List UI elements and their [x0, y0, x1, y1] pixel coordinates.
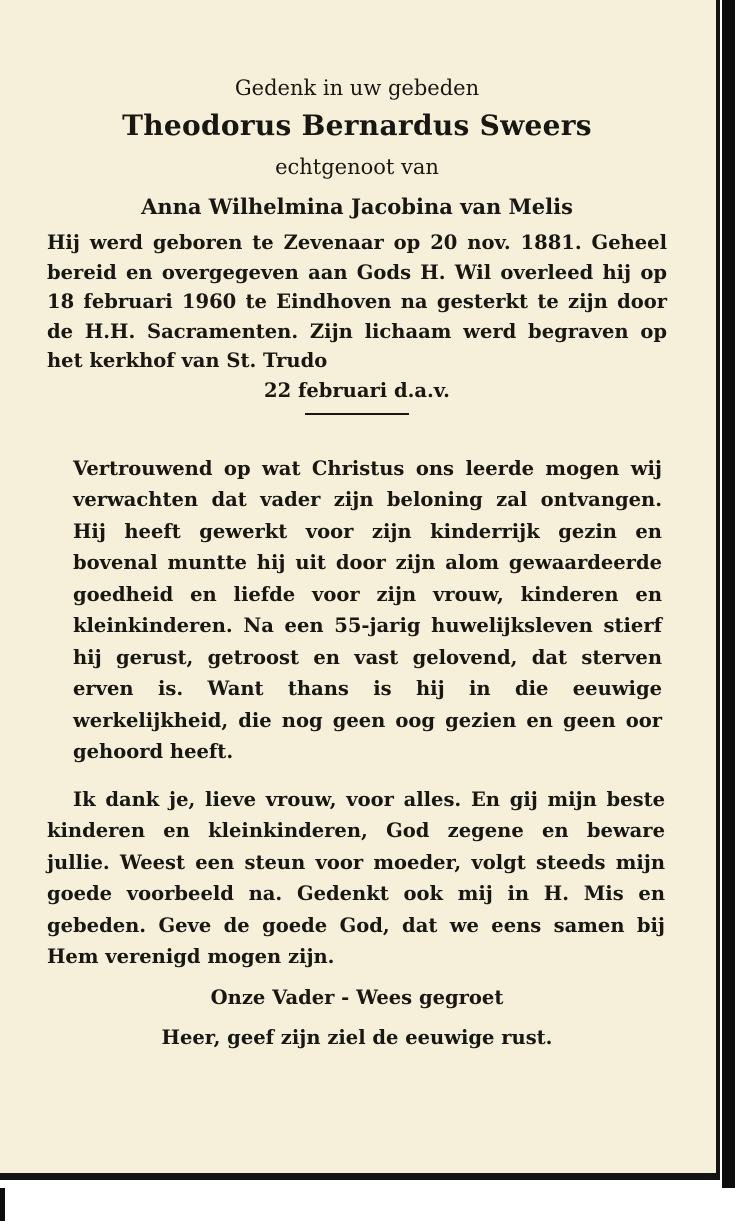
- intro-line: Gedenk in uw gebeden: [234, 76, 480, 100]
- prayer-line: Onze Vader - Wees gegroet: [210, 985, 504, 1009]
- spouse-name: Anna Wilhelmina Jacobina van Melis: [141, 194, 573, 219]
- scan-edge-right: [722, 0, 735, 1188]
- paragraph-farewell: Ik dank je, lieve vrouw, voor alles. En gij mijn beste kinderen en kleinkinderen, God zegene en beware jullie. Weest een steun voor moeder, volgt steeds mijn goede voorbeeld na. Gedenkt ook mij in H. Mis en gebeden. Geve de goede God, dat we eens samen bij Hem verenigd mogen zijn.: [47, 787, 665, 968]
- scan-edge-bottom-left: [0, 1188, 5, 1221]
- biography: Hij werd geboren te Zevenaar op 20 nov. 1881. Geheel bereid en overgegeven aan Gods H. Wil overleed hij op 18 februari 1960 te Eindhoven na gesterkt te zijn door de H.H. Sacramenten. Zijn lichaam werd begraven op het kerkhof van St. Trudo: [47, 231, 667, 372]
- burial-date: 22 februari d.a.v.: [264, 378, 450, 402]
- card-content: [47, 70, 667, 1058]
- deceased-name: Theodorus Bernardus Sweers: [122, 109, 592, 142]
- spouse-intro: echtgenoot van: [275, 155, 439, 179]
- divider-rule: [305, 413, 409, 415]
- closing-line: Heer, geef zijn ziel de eeuwige rust.: [161, 1025, 553, 1049]
- paragraph-trust: Vertrouwend op wat Christus ons leerde mogen wij verwachten dat vader zijn beloning zal ontvangen. Hij heeft gewerkt voor zijn kinderrijk gezin en bovenal muntte hij uit door zijn alom gewaardeerde goedheid en liefde voor zijn vrouw, kinderen en kleinkinderen. Na een 55-jarig huwelijksleven stierf hij gerust, getroost en vast gelovend, dat sterven erven is. Want thans is hij in die eeuwige werkelijkheid, die nog geen oog gezien en geen oor gehoord heeft.: [73, 456, 662, 763]
